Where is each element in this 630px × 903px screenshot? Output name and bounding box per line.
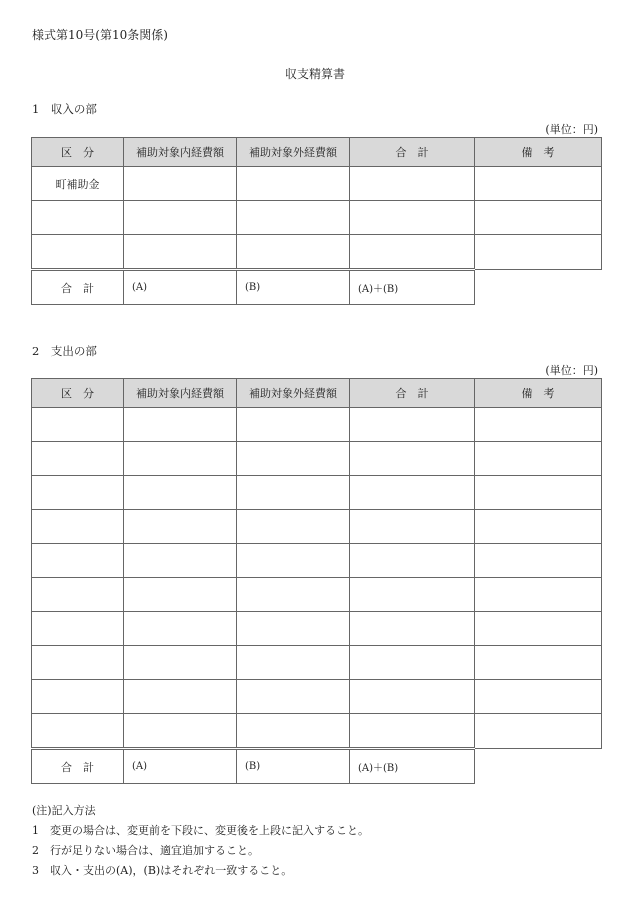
header-subsidized-cost: 補助対象内経費額 [124,379,237,408]
total-mark-a-plus-b[interactable]: (A)＋(B) [350,270,475,305]
income-total-row [32,270,602,305]
non-subsidized-cost-cell[interactable] [237,612,350,646]
header-non-subsidized-cost: 補助対象外経費額 [237,138,350,167]
header-category: 区 分 [32,379,124,408]
total-label: 合 計 [32,749,124,784]
remarks-cell[interactable] [475,612,602,646]
non-subsidized-cost-cell[interactable] [237,476,350,510]
subsidized-cost-cell[interactable] [124,510,237,544]
subsidized-cost-cell[interactable] [124,408,237,442]
header-subsidized-cost: 補助対象内経費額 [124,138,237,167]
category-cell[interactable] [32,646,124,680]
subsidized-cost-cell[interactable] [124,167,237,201]
non-subsidized-cost-cell[interactable] [237,578,350,612]
table-row [32,167,602,201]
empty-cell [475,749,602,784]
total-cell[interactable] [350,510,475,544]
note-item: 2 行が足りない場合は、適宜追加すること。 [32,844,259,857]
income-table [31,137,602,305]
category-cell[interactable] [32,680,124,714]
non-subsidized-cost-cell[interactable] [237,201,350,235]
income-header-row [32,138,602,167]
remarks-cell[interactable] [475,510,602,544]
total-mark-b[interactable]: (B) [237,749,350,784]
non-subsidized-cost-cell[interactable] [237,714,350,749]
expense-header-row [32,379,602,408]
remarks-cell[interactable] [475,544,602,578]
category-cell[interactable] [32,476,124,510]
total-cell[interactable] [350,612,475,646]
table-row [32,510,602,544]
notes [32,801,369,881]
remarks-cell[interactable] [475,201,602,235]
subsidized-cost-cell[interactable] [124,235,237,270]
category-cell[interactable] [32,408,124,442]
notes-title: (注)記入方法 [32,804,96,817]
category-cell[interactable] [32,714,124,749]
table-row [32,612,602,646]
remarks-cell[interactable] [475,235,602,270]
total-cell[interactable] [350,235,475,270]
non-subsidized-cost-cell[interactable] [237,646,350,680]
non-subsidized-cost-cell[interactable] [237,544,350,578]
total-cell[interactable] [350,544,475,578]
form-number: 様式第10号(第10条関係) [32,28,168,42]
total-cell[interactable] [350,201,475,235]
total-cell[interactable] [350,442,475,476]
note-item: 1 変更の場合は、変更前を下段に、変更後を上段に記入すること。 [32,824,369,837]
total-cell[interactable] [350,578,475,612]
remarks-cell[interactable] [475,646,602,680]
category-cell[interactable] [32,235,124,270]
remarks-cell[interactable] [475,167,602,201]
total-mark-a-plus-b[interactable]: (A)＋(B) [350,749,475,784]
total-mark-a[interactable]: (A) [124,749,237,784]
subsidized-cost-cell[interactable] [124,714,237,749]
total-cell[interactable] [350,476,475,510]
total-cell[interactable] [350,167,475,201]
header-total: 合 計 [350,379,475,408]
remarks-cell[interactable] [475,408,602,442]
income-unit-label: (単位：円) [545,123,598,136]
subsidized-cost-cell[interactable] [124,646,237,680]
table-row [32,235,602,270]
document-title: 収支精算書 [284,67,345,81]
non-subsidized-cost-cell[interactable] [237,235,350,270]
non-subsidized-cost-cell[interactable] [237,680,350,714]
subsidized-cost-cell[interactable] [124,442,237,476]
header-category: 区 分 [32,138,124,167]
remarks-cell[interactable] [475,578,602,612]
expense-total-row [32,749,602,784]
non-subsidized-cost-cell[interactable] [237,442,350,476]
non-subsidized-cost-cell[interactable] [237,510,350,544]
expense-table [31,378,602,784]
header-non-subsidized-cost: 補助対象外経費額 [237,379,350,408]
table-row [32,646,602,680]
table-row [32,476,602,510]
category-cell[interactable] [32,612,124,646]
subsidized-cost-cell[interactable] [124,544,237,578]
total-mark-a[interactable]: (A) [124,270,237,305]
table-row [32,201,602,235]
table-row [32,408,602,442]
total-label: 合 計 [32,270,124,305]
total-cell[interactable] [350,714,475,749]
category-cell[interactable] [32,442,124,476]
category-cell[interactable] [32,201,124,235]
non-subsidized-cost-cell[interactable] [237,167,350,201]
category-cell[interactable] [32,578,124,612]
category-cell[interactable] [32,544,124,578]
table-row [32,680,602,714]
total-mark-b[interactable]: (B) [237,270,350,305]
remarks-cell[interactable] [475,714,602,749]
total-cell[interactable] [350,408,475,442]
subsidized-cost-cell[interactable] [124,201,237,235]
subsidized-cost-cell[interactable] [124,680,237,714]
subsidized-cost-cell[interactable] [124,578,237,612]
income-section-heading: 1 収入の部 [32,102,97,116]
total-cell[interactable] [350,646,475,680]
table-row [32,442,602,476]
total-cell[interactable] [350,680,475,714]
header-remarks: 備 考 [475,138,602,167]
subsidized-cost-cell[interactable] [124,612,237,646]
table-row [32,714,602,749]
table-row [32,578,602,612]
subsidized-cost-cell[interactable] [124,476,237,510]
category-cell[interactable]: 町補助金 [32,167,124,201]
non-subsidized-cost-cell[interactable] [237,408,350,442]
header-total: 合 計 [350,138,475,167]
empty-cell [475,270,602,305]
header-remarks: 備 考 [475,379,602,408]
remarks-cell[interactable] [475,476,602,510]
remarks-cell[interactable] [475,680,602,714]
remarks-cell[interactable] [475,442,602,476]
expense-unit-label: (単位：円) [545,364,598,377]
expense-section-heading: 2 支出の部 [32,344,97,358]
note-item: 3 収入・支出の(A)，(B)はそれぞれ一致すること。 [32,864,293,877]
table-row [32,544,602,578]
category-cell[interactable] [32,510,124,544]
